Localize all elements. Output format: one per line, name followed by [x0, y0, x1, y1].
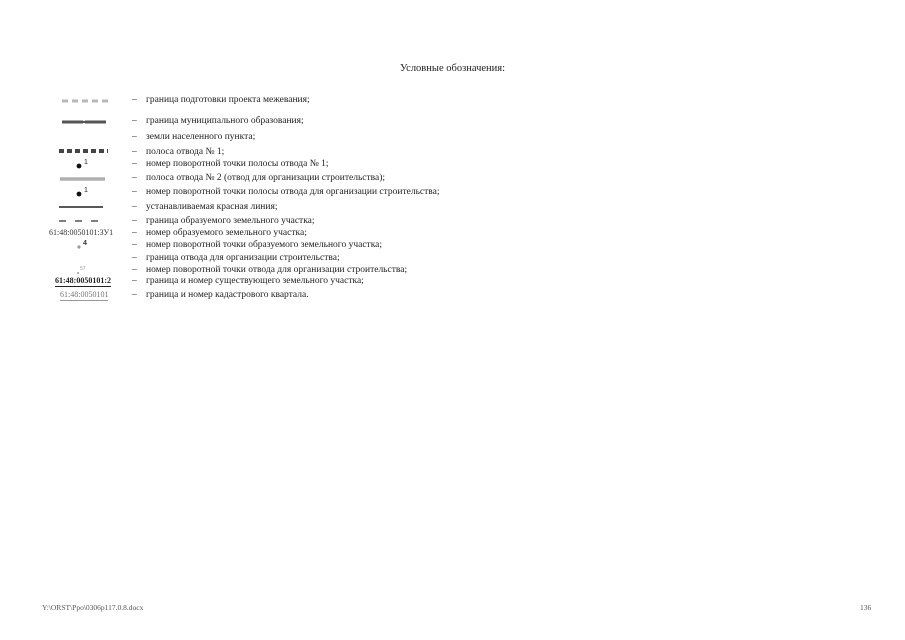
legend-row	[40, 146, 640, 158]
legend-row	[40, 186, 640, 198]
legend-dash: –	[132, 95, 137, 105]
legend-dash: –	[132, 159, 137, 169]
legend-row	[40, 239, 640, 251]
legend-dash: –	[132, 276, 137, 286]
legend-title: Условные обозначения:	[399, 63, 505, 74]
legend-dash: –	[132, 173, 137, 183]
legend-row	[40, 115, 640, 127]
formed-plot-number-label: 61:48:0050101:ЗУ1	[49, 228, 114, 237]
legend-row	[40, 158, 640, 170]
legend-dash: –	[132, 265, 137, 275]
legend-text: номер поворотной точки отвода для организации строительства;	[146, 265, 408, 275]
legend-text: номер поворотной точки образуемого земельного участка;	[146, 240, 383, 250]
legend-row	[40, 289, 640, 301]
cadastral-quarter-label: 61:48:0050101	[60, 290, 109, 299]
legend-text: граница подготовки проекта межевания;	[146, 95, 310, 105]
legend-dash: –	[132, 228, 137, 238]
construction-point-label: 57	[80, 266, 86, 272]
legend-dash: –	[132, 116, 137, 126]
legend-text: граница муниципального образования;	[146, 116, 304, 126]
footer-file-path: Y:\ORST\Ppo\0306p117.0.8.docx	[42, 603, 144, 612]
legend-dash: –	[132, 240, 137, 250]
existing-plot-label: 61:48:0050101:2	[55, 276, 111, 285]
legend-row	[40, 131, 640, 143]
legend-dash: –	[132, 187, 137, 197]
legend-text: граница образуемого земельного участка;	[146, 216, 315, 226]
point-strip-1-label: 1	[84, 159, 88, 166]
legend-dash: –	[132, 202, 137, 212]
legend-text: номер поворотной точки полосы отвода для организации строительства;	[146, 187, 440, 197]
legend-text: номер образуемого земельного участка;	[146, 228, 307, 238]
legend-dash: –	[132, 132, 137, 142]
page-number: 136	[860, 603, 872, 612]
legend-text: граница и номер существующего земельного участка;	[146, 276, 364, 286]
legend-dash: –	[132, 290, 137, 300]
legend-row	[40, 227, 640, 239]
legend-row	[40, 215, 640, 227]
formed-plot-point-label: 4	[83, 240, 87, 247]
legend-text: номер поворотной точки полосы отвода № 1;	[146, 159, 329, 169]
legend-row	[40, 94, 640, 106]
legend-dash: –	[132, 253, 137, 263]
legend-text: граница отвода для организации строительства;	[146, 253, 340, 263]
legend-text: полоса отвода № 2 (отвод для организации строительства);	[146, 173, 386, 183]
legend-row	[40, 172, 640, 184]
legend-dash: –	[132, 147, 137, 157]
legend-text: устанавливаемая красная линия;	[146, 202, 278, 212]
legend-dash: –	[132, 216, 137, 226]
point-construction-label: 1	[84, 187, 88, 194]
legend-text: земли населенного пункта;	[146, 132, 256, 142]
legend-text: полоса отвода № 1;	[146, 147, 225, 157]
legend-text: граница и номер кадастрового квартала.	[146, 290, 309, 300]
legend-row	[40, 252, 640, 264]
legend-row	[40, 275, 640, 287]
legend-row	[40, 201, 640, 213]
